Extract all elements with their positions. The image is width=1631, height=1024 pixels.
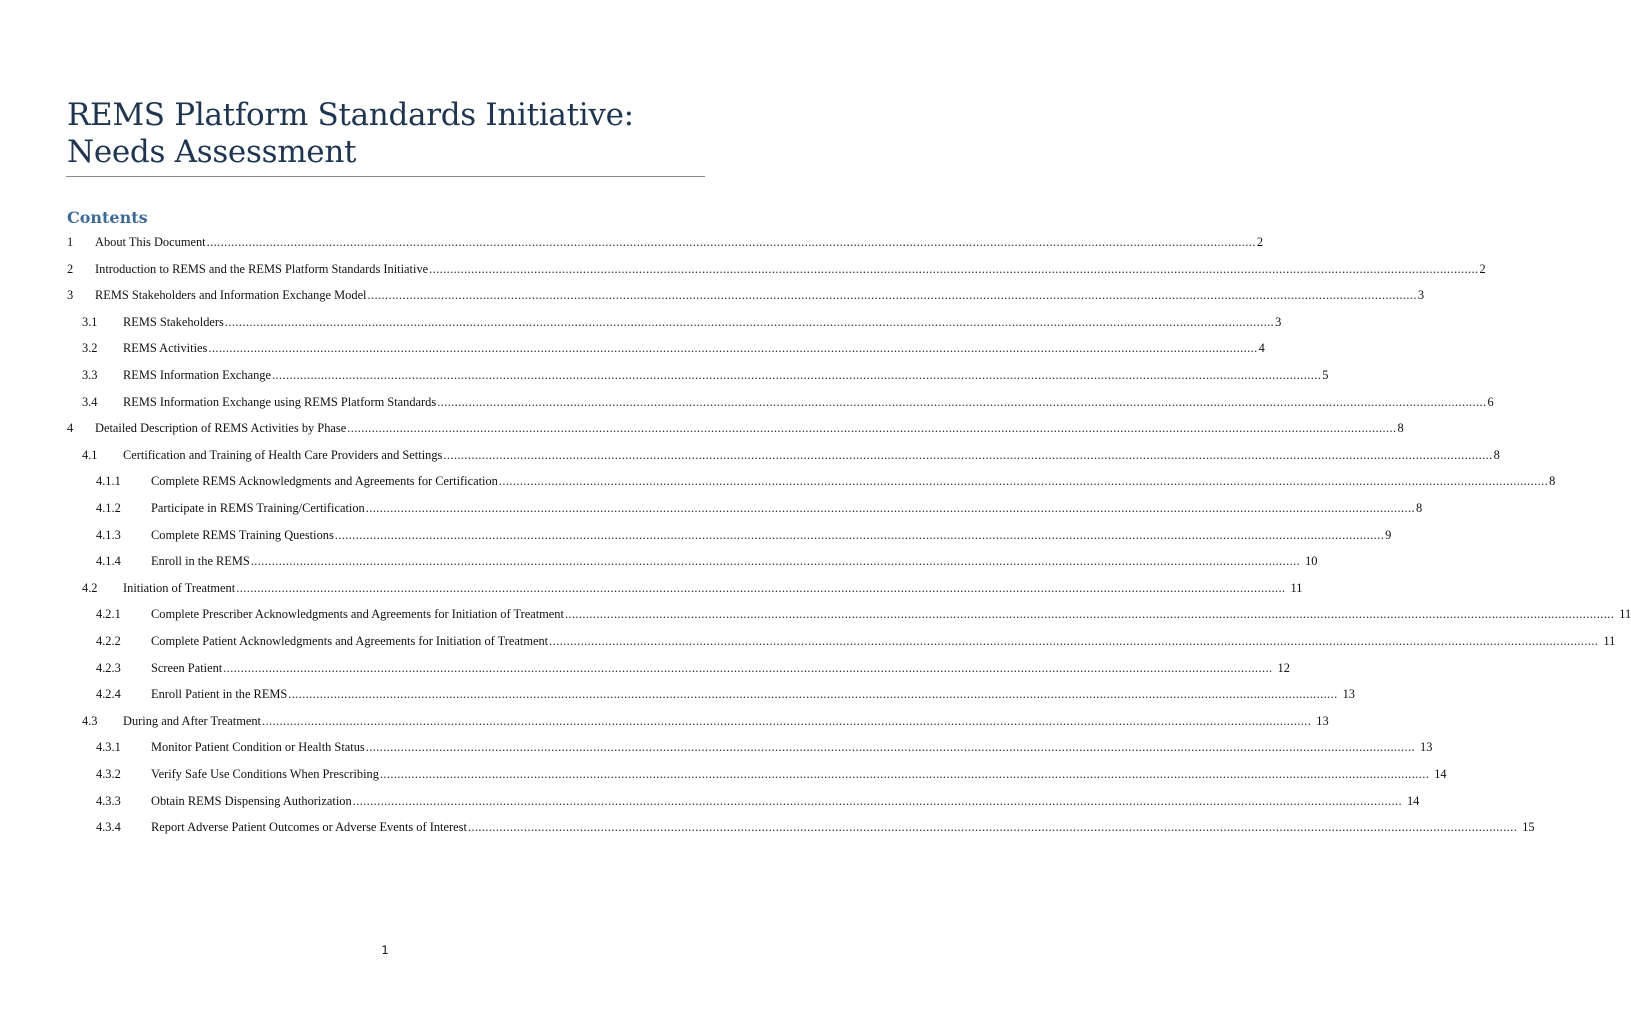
toc-entry-title: REMS Information Exchange using REMS Platform Standards: [123, 394, 437, 409]
toc-entry-page: 2: [1479, 261, 1486, 276]
toc-entry-page: 8: [1397, 421, 1404, 436]
toc-entry-number: 4.3.3: [96, 793, 121, 808]
toc-entry-number: 4.3.2: [96, 767, 121, 781]
toc-entry-page: 11: [1603, 634, 1616, 648]
toc-dot-leader: ............................................................................................................................................................................................................................................................................................................: [271, 368, 1322, 382]
toc-dot-leader: ............................................................................................................................................................................................................................................................................................................: [564, 607, 1615, 622]
toc-entry-title: Complete REMS Acknowledgments and Agreements for Certification: [151, 474, 498, 489]
toc-entry-title: Certification and Training of Health Care Providers and Settings: [123, 447, 443, 462]
toc-dot-leader: ............................................................................................................................................................................................................................................................................................................: [208, 341, 1258, 356]
toc-entry-page: 6: [1487, 394, 1494, 409]
toc-entry[interactable]: [82, 366, 1329, 384]
toc-entry-title: Complete Patient Acknowledgments and Agreements for Initiation of Treatment: [151, 634, 549, 648]
toc-entry-number: 4: [67, 421, 74, 436]
toc-entry-title: Report Adverse Patient Outcomes or Adverse Events of Interest: [151, 820, 467, 835]
toc-entry-number: 4.2.2: [96, 634, 121, 648]
toc-entry-title: Enroll in the REMS: [151, 554, 250, 569]
toc-entry-title: Complete Prescriber Acknowledgments and Agreements for Initiation of Treatment: [151, 607, 564, 622]
toc-entry-page: 8: [1416, 501, 1423, 515]
toc-entry-number: 3.4: [82, 394, 98, 409]
toc-dot-leader: ............................................................................................................................................................................................................................................................................................................: [365, 501, 1416, 515]
toc-entry[interactable]: [96, 632, 1616, 650]
toc-entry[interactable]: [67, 260, 1486, 278]
toc-entry-number: 4.3: [82, 713, 98, 728]
toc-entry-number: 3: [67, 288, 74, 303]
toc-entry-number: 2: [67, 261, 74, 276]
toc-entry-title: Obtain REMS Dispensing Authorization: [151, 793, 352, 808]
toc-entry-number: 3.1: [82, 314, 98, 329]
toc-dot-leader: ............................................................................................................................................................................................................................................................................................................: [352, 793, 1402, 808]
toc-entry-number: 1: [67, 235, 74, 249]
contents-heading: Contents: [67, 208, 148, 227]
toc-entry-title: Participate in REMS Training/Certification: [151, 501, 365, 515]
toc-dot-leader: ............................................................................................................................................................................................................................................................................................................: [367, 288, 1417, 303]
toc-entry-number: 4.2.1: [96, 607, 121, 622]
toc-entry-page: 10: [1305, 554, 1318, 569]
toc-entry-page: 15: [1522, 820, 1535, 835]
toc-dot-leader: ............................................................................................................................................................................................................................................................................................................: [437, 394, 1487, 409]
toc-entry-title: REMS Stakeholders and Information Exchange Model: [95, 288, 367, 303]
toc-entry[interactable]: [96, 499, 1423, 517]
toc-dot-leader: ............................................................................................................................................................................................................................................................................................................: [288, 687, 1338, 702]
toc-entry-title: Monitor Patient Condition or Health Status: [151, 740, 365, 755]
toc-entry-title: Introduction to REMS and the REMS Platform Standards Initiative: [95, 261, 429, 276]
toc-entry[interactable]: [82, 313, 1282, 331]
toc-entry-number: 3.3: [82, 368, 98, 382]
toc-entry-number: 4.3.4: [96, 820, 121, 835]
toc-entry-page: 14: [1406, 793, 1420, 808]
toc-entry-title: Verify Safe Use Conditions When Prescribing: [151, 767, 379, 781]
toc-entry[interactable]: [67, 419, 1404, 437]
toc-entry[interactable]: [82, 446, 1500, 464]
toc-entry-title: REMS Activities: [123, 341, 208, 356]
toc-entry-page: 11: [1619, 607, 1631, 622]
toc-dot-leader: ............................................................................................................................................................................................................................................................................................................: [379, 767, 1430, 781]
toc-entry-number: 4.1.2: [96, 501, 121, 515]
title-divider: [66, 176, 705, 177]
toc-dot-leader: ............................................................................................................................................................................................................................................................................................................: [334, 527, 1385, 542]
toc-dot-leader: ............................................................................................................................................................................................................................................................................................................: [224, 314, 1275, 329]
toc-entry[interactable]: [96, 685, 1355, 703]
toc-dot-leader: ............................................................................................................................................................................................................................................................................................................: [467, 820, 1518, 835]
toc-entry[interactable]: [67, 286, 1425, 304]
toc-entry[interactable]: [96, 552, 1318, 570]
toc-entry-page: 13: [1342, 687, 1355, 702]
toc-entry-number: 4.2.3: [96, 660, 121, 675]
toc-entry-title: Complete REMS Training Questions: [151, 527, 334, 542]
toc-dot-leader: ............................................................................................................................................................................................................................................................................................................: [250, 554, 1301, 569]
toc-entry[interactable]: [96, 738, 1433, 756]
toc-entry-page: 8: [1493, 447, 1500, 462]
toc-entry[interactable]: [96, 818, 1535, 836]
toc-entry[interactable]: [82, 712, 1329, 730]
toc-entry[interactable]: [82, 339, 1265, 357]
toc-entry-page: 3: [1417, 288, 1425, 303]
page-number: 1: [381, 943, 389, 957]
toc-entry-title: About This Document: [95, 235, 206, 249]
toc-entry-number: 4.1.4: [96, 554, 121, 569]
toc-entry-page: 12: [1277, 660, 1290, 675]
toc-entry-number: 4.2.4: [96, 687, 121, 702]
toc-entry-title: REMS Information Exchange: [123, 368, 271, 382]
toc-entry[interactable]: [82, 393, 1494, 411]
toc-entry-title: REMS Stakeholders: [123, 314, 224, 329]
toc-entry-number: 4.1.3: [96, 527, 121, 542]
toc-entry[interactable]: [96, 472, 1556, 490]
toc-entry-title: Enroll Patient in the REMS: [151, 687, 288, 702]
document-title-line-2: Needs Assessment: [67, 134, 357, 170]
toc-entry-title: Screen Patient: [151, 660, 223, 675]
toc-entry[interactable]: [82, 579, 1303, 597]
toc-dot-leader: ............................................................................................................................................................................................................................................................................................................: [365, 740, 1416, 755]
document-title-line-1: REMS Platform Standards Initiative:: [67, 97, 634, 133]
toc-entry[interactable]: [96, 605, 1631, 623]
toc-dot-leader: ............................................................................................................................................................................................................................................................................................................: [429, 261, 1479, 276]
toc-dot-leader: ............................................................................................................................................................................................................................................................................................................: [443, 447, 1493, 462]
toc-entry-page: 14: [1434, 767, 1447, 781]
toc-entry-title: Initiation of Treatment: [123, 580, 236, 595]
toc-dot-leader: ............................................................................................................................................................................................................................................................................................................: [262, 713, 1312, 728]
toc-entry-number: 3.2: [82, 341, 98, 356]
toc-dot-leader: ............................................................................................................................................................................................................................................................................................................: [347, 421, 1397, 436]
toc-entry-number: 4.3.1: [96, 740, 121, 755]
document-title: [67, 97, 707, 171]
toc-entry-page: 13: [1316, 713, 1329, 728]
toc-dot-leader: ............................................................................................................................................................................................................................................................................................................: [206, 235, 1256, 249]
toc-entry-page: 8: [1549, 474, 1556, 489]
toc-dot-leader: ............................................................................................................................................................................................................................................................................................................: [498, 474, 1549, 489]
toc-entry-page: 4: [1258, 341, 1265, 356]
toc-entry[interactable]: [96, 792, 1420, 810]
toc-entry-number: 4.1.1: [96, 474, 121, 489]
toc-entry-page: 3: [1275, 314, 1282, 329]
toc-entry-number: 4.2: [82, 580, 98, 595]
toc-entry-page: 2: [1256, 235, 1264, 249]
toc-entry-page: 5: [1322, 368, 1329, 382]
toc-entry[interactable]: [96, 659, 1290, 677]
toc-entry-number: 4.1: [82, 447, 98, 462]
toc-dot-leader: ............................................................................................................................................................................................................................................................................................................: [549, 634, 1599, 648]
toc-dot-leader: ............................................................................................................................................................................................................................................................................................................: [236, 580, 1286, 595]
toc-dot-leader: ............................................................................................................................................................................................................................................................................................................: [223, 660, 1273, 675]
toc-entry[interactable]: [96, 765, 1447, 783]
toc-entry-title: During and After Treatment: [123, 713, 261, 728]
toc-entry[interactable]: [96, 526, 1392, 544]
toc-entry-page: 11: [1290, 580, 1303, 595]
toc-entry[interactable]: [67, 233, 1264, 251]
toc-entry-title: Detailed Description of REMS Activities by Phase: [95, 421, 347, 436]
toc-entry-page: 13: [1420, 740, 1433, 755]
toc-entry-page: 9: [1385, 527, 1392, 542]
